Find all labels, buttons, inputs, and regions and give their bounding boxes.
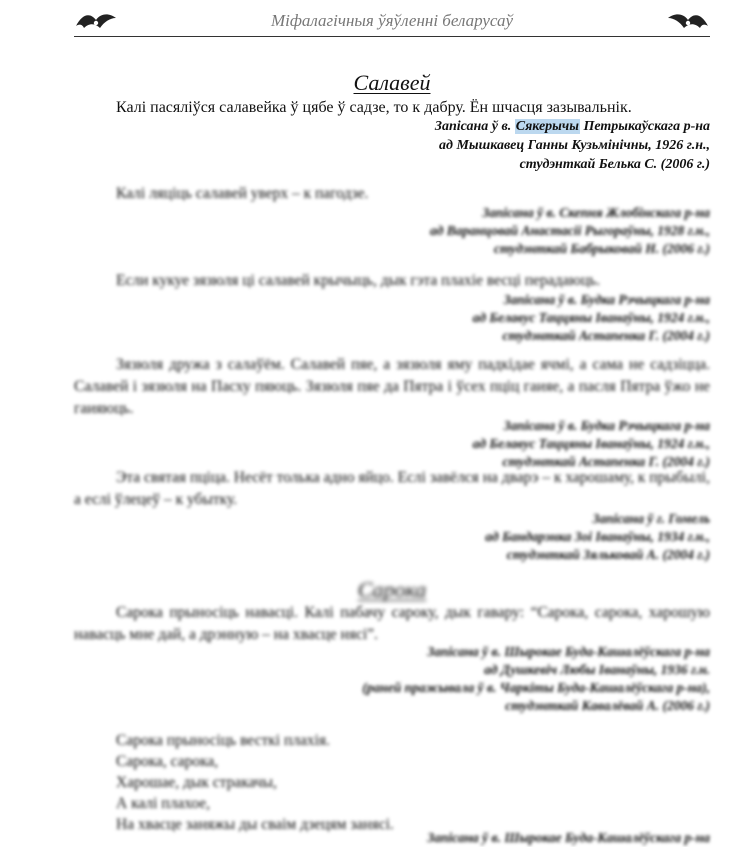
attribution-line: Запісана ў в. Шырокае Буда-Кашалёўскага р-на — [427, 830, 710, 845]
poem-line: Харошае, дык стракачы, — [116, 774, 277, 791]
section-heading: Салавей — [353, 70, 431, 95]
poem-line: На хвасце заняжы ды сваім дзецям занясі. — [116, 816, 394, 833]
attribution-line: студэнткай Зяльковай А. (2004 г.) — [506, 547, 710, 562]
attribution-line: ад Белавус Таццяны Іванаўны, 1924 г.н., — [472, 310, 710, 325]
poem-line: Сарока, сарока, — [116, 753, 219, 770]
entry-text: Эта святая пціца. Несёт толька адно яйцо. Еслі завёлся на дварэ – к харошаму, к прыбылі, а еслі ўлецеў – к убытку. — [74, 469, 710, 508]
swallow-ornament-icon — [666, 8, 710, 32]
poem-line: Сарока прыносіць весткі плахія. — [116, 732, 330, 749]
attribution-line: Запісана ў в. Будка Рэчыцкага р-на — [503, 418, 710, 433]
attribution-line: ад Бандарэнка Зоі Іванаўны, 1934 г.н., — [485, 529, 710, 544]
attribution-line: ад Белавус Таццяны Іванаўны, 1924 г.н., — [472, 436, 710, 451]
entry-text: Сарока прыносіць навасці. Калі пабачу сароку, дык гавару: “Сарока, сарока, харошую навасць мне дай, а дрэнную – на хвасце нясі”. — [74, 604, 710, 643]
entry-attribution — [190, 291, 710, 345]
highlighted-village[interactable]: Сякерычы — [515, 119, 579, 134]
attribution-line: студэнткай Кавалёвай А. (2006 г.) — [505, 698, 710, 713]
poem-line: А калі плахое, — [116, 795, 211, 812]
entry-attribution — [190, 117, 710, 174]
entry-attribution — [190, 510, 710, 564]
entry-attribution — [190, 417, 710, 471]
attribution-line: ад Душкевіч Любы Іванаўны, 1936 г.н. — [484, 662, 710, 677]
attribution-line: Запісана ў в. Шырокае Буда-Кашалёўскага р-на — [427, 644, 710, 659]
entry-text: Калі пасяліўся салавейка ў цябе ў садзе, то к дабру. Ён шчасця зазывальнік. — [116, 99, 632, 116]
entry-attribution — [190, 643, 710, 715]
running-header-title: Міфалагічныя ўяўленні беларусаў — [270, 11, 514, 30]
attribution-line: студэнткай Астапенка Г. (2004 г.) — [502, 454, 710, 469]
running-header — [74, 6, 710, 40]
attribution-line: ад Варанцовай Анастасіі Рыгораўны, 1928 г.н., — [429, 223, 710, 238]
attribution-line: студэнткай Бабрыковай Н. (2006 г.) — [494, 241, 710, 256]
attribution-line: студэнткай Белька С. (2006 г.) — [519, 157, 710, 172]
attribution-prefix: Запісана ў в. — [434, 119, 515, 134]
attribution-line: (раней пражывала ў в. Чаркіты Буда-Кашалёўскага р-на), — [362, 680, 710, 695]
attribution-line: Запісана ў в. Скепня Жлобінскага р-на — [482, 205, 710, 220]
section-heading: Сарока — [357, 577, 427, 602]
entry-text: Если кукуе зязюля ці салавей крычыць, дык гэта плахіе весці перадаюць. — [116, 272, 601, 289]
attribution-rest: Петрыкаўскага р-на — [579, 119, 710, 134]
entry-attribution — [190, 829, 710, 847]
attribution-line: Запісана ў в. Будка Рэчыцкага р-на — [503, 292, 710, 307]
poem — [116, 730, 676, 835]
entry-text: Калі ляціць салавей уверх – к пагодзе. — [116, 185, 369, 202]
attribution-line: ад Мышкавец Ганны Кузьмінічны, 1926 г.н., — [439, 138, 710, 153]
header-rule — [74, 36, 710, 37]
entry-text: Зязюля дружа з салаўём. Салавей пяе, а зязюля яму падкідае ячмі, а сама не садзіцца. Салавей і зязюля на Пасху пяюць. Зязюля пяе да Пятра і ўсех пціц гаияе, а пасля Пятра ўжо не гаияюць. — [74, 356, 710, 417]
entry-attribution — [190, 204, 710, 258]
attribution-line: студэнткай Астапенка Г. (2004 г.) — [502, 328, 710, 343]
attribution-line: Запісана ў г. Гомель — [592, 511, 710, 526]
